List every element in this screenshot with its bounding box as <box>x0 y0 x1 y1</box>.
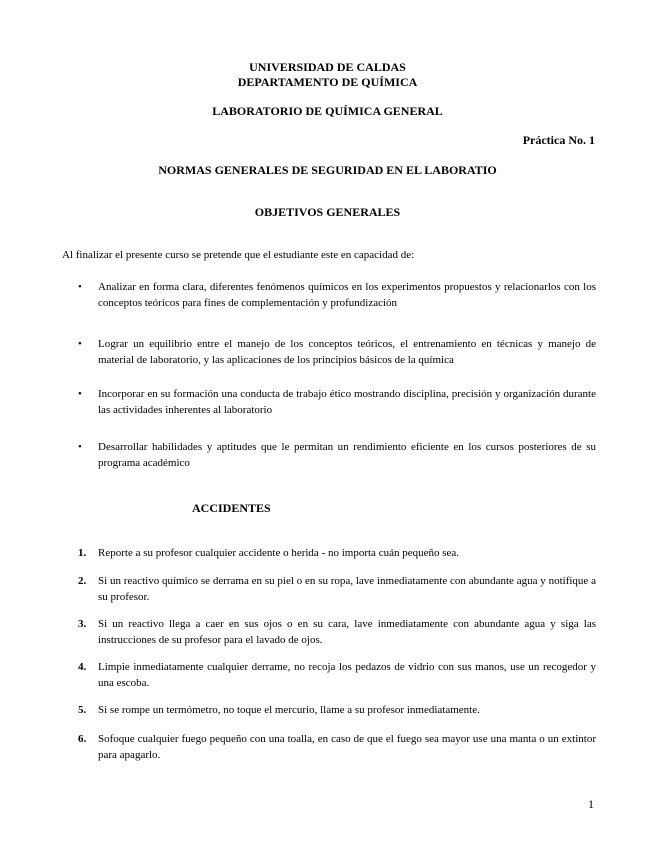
accident-text: Limpie inmediatamente cualquier derrame, no recoja los pedazos de vidrio con sus manos, use un recogedor y una escoba. <box>98 661 596 689</box>
page-number: 1 <box>588 797 594 811</box>
department-name: DEPARTAMENTO DE QUÍMICA <box>237 75 418 89</box>
lab-name: LABORATORIO DE QUÍMICA GENERAL <box>212 104 443 118</box>
accidents-heading: ACCIDENTES <box>192 501 271 515</box>
accident-text: Si se rompe un termómetro, no toque el mercurio, llame a su profesor inmediatamente. <box>98 704 480 716</box>
item-number: 1. <box>78 547 87 559</box>
objectives-heading: OBJETIVOS GENERALES <box>254 205 401 219</box>
item-number: 2. <box>78 575 87 587</box>
bullet-icon: • <box>78 338 82 350</box>
item-number: 5. <box>78 704 87 716</box>
item-number: 3. <box>78 618 87 630</box>
bullet-icon: • <box>78 441 82 453</box>
item-number: 4. <box>78 661 87 673</box>
item-number: 6. <box>78 733 87 745</box>
accident-text: Si un reactivo químico se derrama en su piel o en su ropa, lave inmediatamente con abundante agua y notifique a su profesor. <box>98 575 596 603</box>
practice-number: Práctica No. 1 <box>522 133 595 147</box>
accident-text: Sofoque cualquier fuego pequeño con una toalla, en caso de que el fuego sea mayor use una manta o un extintor para apagarlo. <box>98 733 596 761</box>
objective-text: Analizar en forma clara, diferentes fenómenos químicos en los experimentos propuestos y relacionarlos con los conceptos teóricos para fines de complementación y profundización <box>98 281 596 309</box>
objective-text: Desarrollar habilidades y aptitudes que le permitan un rendimiento eficiente en los cursos posteriores de su programa académico <box>98 441 596 469</box>
intro-text: Al finalizar el presente curso se pretende que el estudiante este en capacidad de: <box>62 249 415 261</box>
accident-text: Si un reactivo llega a caer en sus ojos o en su cara, lave inmediatamente con abundante agua y siga las instrucciones de su profesor para el lavado de ojos. <box>98 618 596 646</box>
university-name: UNIVERSIDAD DE CALDAS <box>249 60 406 74</box>
bullet-icon: • <box>78 281 82 293</box>
objective-text: Lograr un equilibrio entre el manejo de los conceptos teóricos, el entrenamiento en técnicas y manejo de material de laboratorio, y las aplicaciones de los principios básicos de la química <box>98 338 596 366</box>
bullet-icon: • <box>78 388 82 400</box>
objective-text: Incorporar en su formación una conducta de trabajo ético mostrando disciplina, precisión y organización durante las actividades inherentes al laboratorio <box>98 388 596 416</box>
document-title: NORMAS GENERALES DE SEGURIDAD EN EL LABORATIO <box>158 163 497 177</box>
accident-text: Reporte a su profesor cualquier accidente o herida - no importa cuán pequeño sea. <box>98 547 460 559</box>
